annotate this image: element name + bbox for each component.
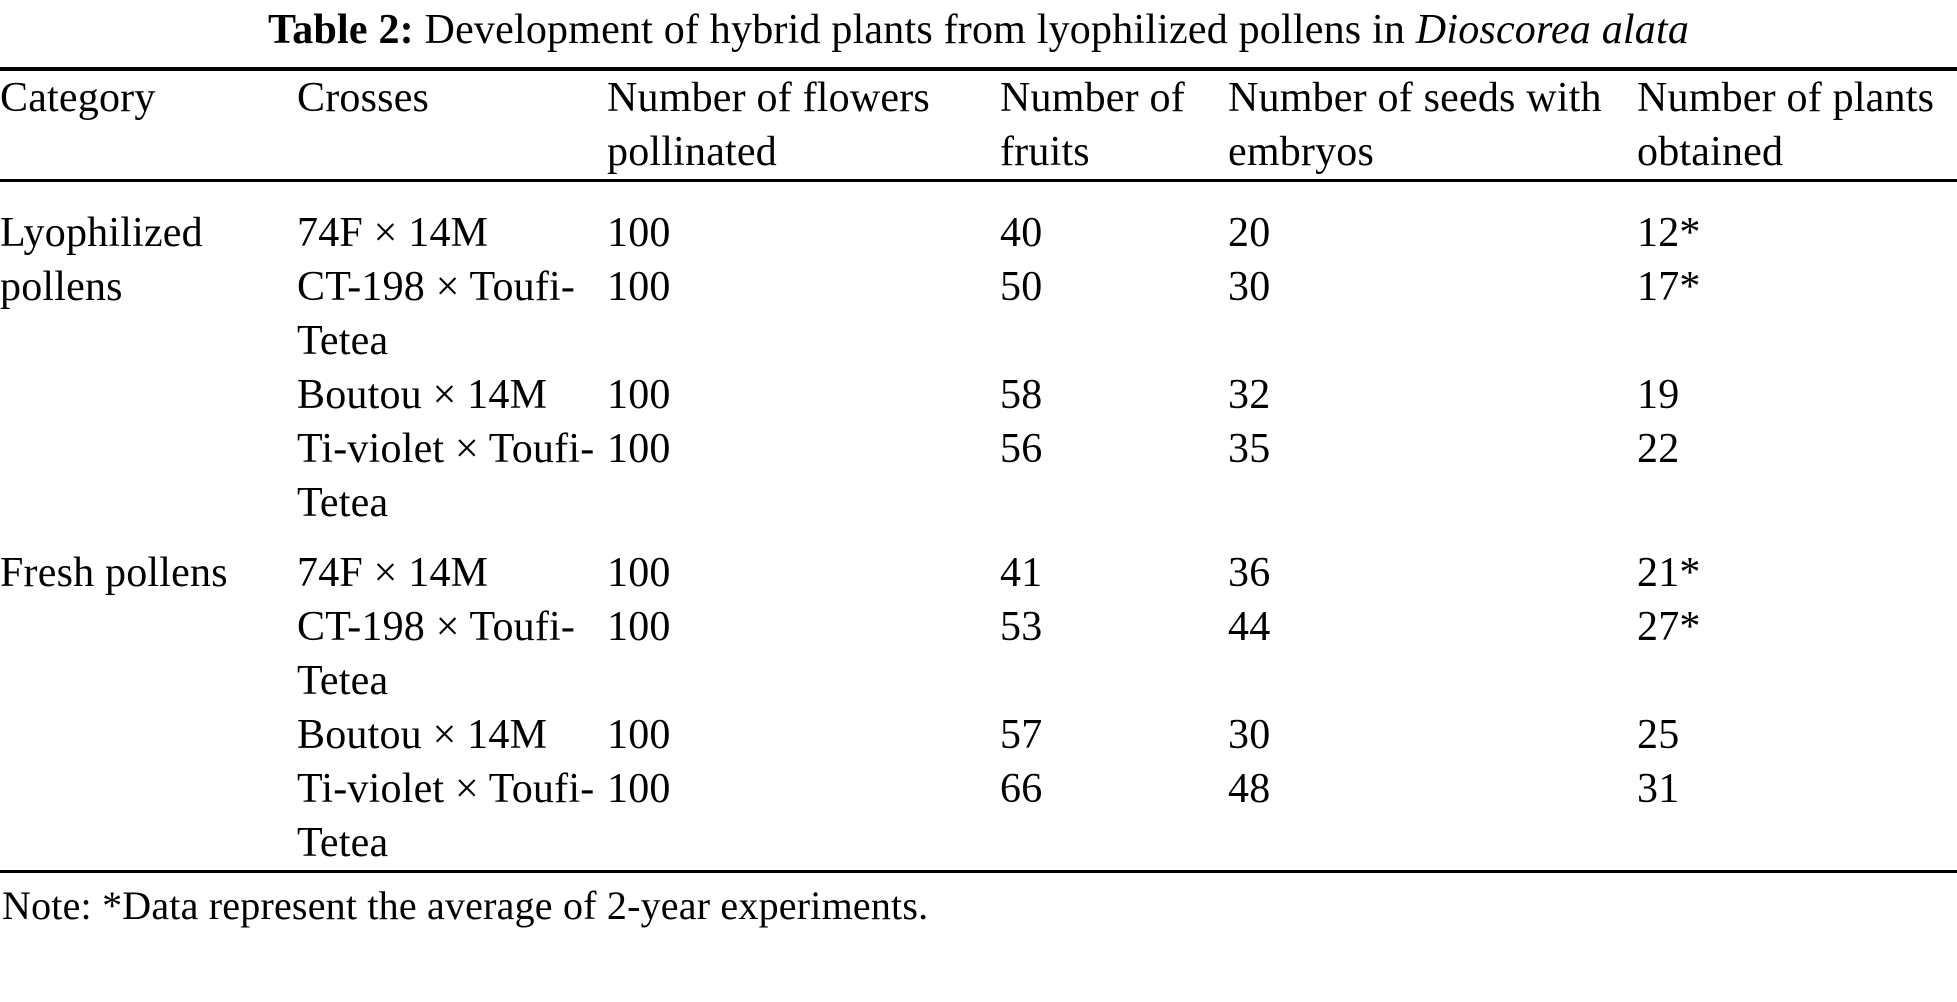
col-header-flowers-pollinated: Number of flowers pollinated bbox=[607, 69, 1000, 181]
category-cell: Lyophilized pollens bbox=[0, 210, 203, 310]
table-caption-label: Table 2: bbox=[267, 7, 414, 53]
header-row bbox=[0, 69, 1957, 181]
table-note: Note: *Data represent the average of 2-year experiments. bbox=[2, 883, 929, 928]
cell-flowers-pollinated: 100 bbox=[607, 604, 671, 650]
cell-seeds-with-embryos: 35 bbox=[1228, 426, 1271, 472]
cell-cross: CT-198 × Toufi-Tetea bbox=[297, 604, 576, 704]
col-header-plants-obtained: Number of plants obtained bbox=[1637, 69, 1957, 181]
cell-cross: Boutou × 14M bbox=[297, 372, 548, 418]
cell-seeds-with-embryos: 30 bbox=[1228, 712, 1271, 758]
cell-flowers-pollinated: 100 bbox=[607, 550, 671, 596]
cell-cross: 74F × 14M bbox=[297, 550, 489, 596]
cell-plants-obtained: 27* bbox=[1637, 604, 1701, 650]
cell-plants-obtained: 19 bbox=[1637, 372, 1680, 418]
cell-cross: Ti-violet × Toufi-Tetea bbox=[297, 426, 595, 526]
col-header-fruits: Number of fruits bbox=[1000, 69, 1228, 181]
cell-flowers-pollinated: 100 bbox=[607, 264, 671, 310]
cell-plants-obtained: 17* bbox=[1637, 264, 1701, 310]
cell-fruits: 50 bbox=[1000, 264, 1043, 310]
cell-fruits: 41 bbox=[1000, 550, 1043, 596]
col-header-seeds-with-embryos: Number of seeds with embryos bbox=[1228, 69, 1637, 181]
cell-cross: Boutou × 14M bbox=[297, 712, 548, 758]
cell-flowers-pollinated: 100 bbox=[607, 766, 671, 812]
cell-seeds-with-embryos: 48 bbox=[1228, 766, 1271, 812]
cell-plants-obtained: 31 bbox=[1637, 766, 1680, 812]
cell-flowers-pollinated: 100 bbox=[607, 210, 671, 256]
cell-fruits: 53 bbox=[1000, 604, 1043, 650]
data-table bbox=[0, 67, 1957, 873]
cell-flowers-pollinated: 100 bbox=[607, 372, 671, 418]
cell-seeds-with-embryos: 30 bbox=[1228, 264, 1271, 310]
cell-plants-obtained: 21* bbox=[1637, 550, 1701, 596]
cell-seeds-with-embryos: 20 bbox=[1228, 210, 1271, 256]
cell-plants-obtained: 12* bbox=[1637, 210, 1701, 256]
cell-cross: Ti-violet × Toufi-Tetea bbox=[297, 766, 595, 866]
cell-fruits: 57 bbox=[1000, 712, 1043, 758]
cell-flowers-pollinated: 100 bbox=[607, 712, 671, 758]
category-cell: Fresh pollens bbox=[0, 550, 228, 596]
cell-fruits: 40 bbox=[1000, 210, 1043, 256]
table-caption-text: Development of hybrid plants from lyophilized pollens in bbox=[413, 7, 1416, 53]
cell-plants-obtained: 25 bbox=[1637, 712, 1680, 758]
cell-fruits: 58 bbox=[1000, 372, 1043, 418]
cell-flowers-pollinated: 100 bbox=[607, 426, 671, 472]
cell-seeds-with-embryos: 32 bbox=[1228, 372, 1271, 418]
cell-cross: 74F × 14M bbox=[297, 210, 489, 256]
cell-seeds-with-embryos: 36 bbox=[1228, 550, 1271, 596]
table-row bbox=[0, 181, 1957, 261]
cell-fruits: 56 bbox=[1000, 426, 1043, 472]
cell-fruits: 66 bbox=[1000, 766, 1043, 812]
cell-seeds-with-embryos: 44 bbox=[1228, 604, 1271, 650]
table-caption bbox=[0, 0, 1957, 58]
cell-cross: CT-198 × Toufi-Tetea bbox=[297, 264, 576, 364]
col-header-crosses: Crosses bbox=[297, 69, 607, 181]
table-row bbox=[0, 530, 1957, 600]
col-header-category: Category bbox=[0, 69, 297, 181]
cell-plants-obtained: 22 bbox=[1637, 426, 1680, 472]
table-caption-species: Dioscorea alata bbox=[1415, 7, 1690, 53]
